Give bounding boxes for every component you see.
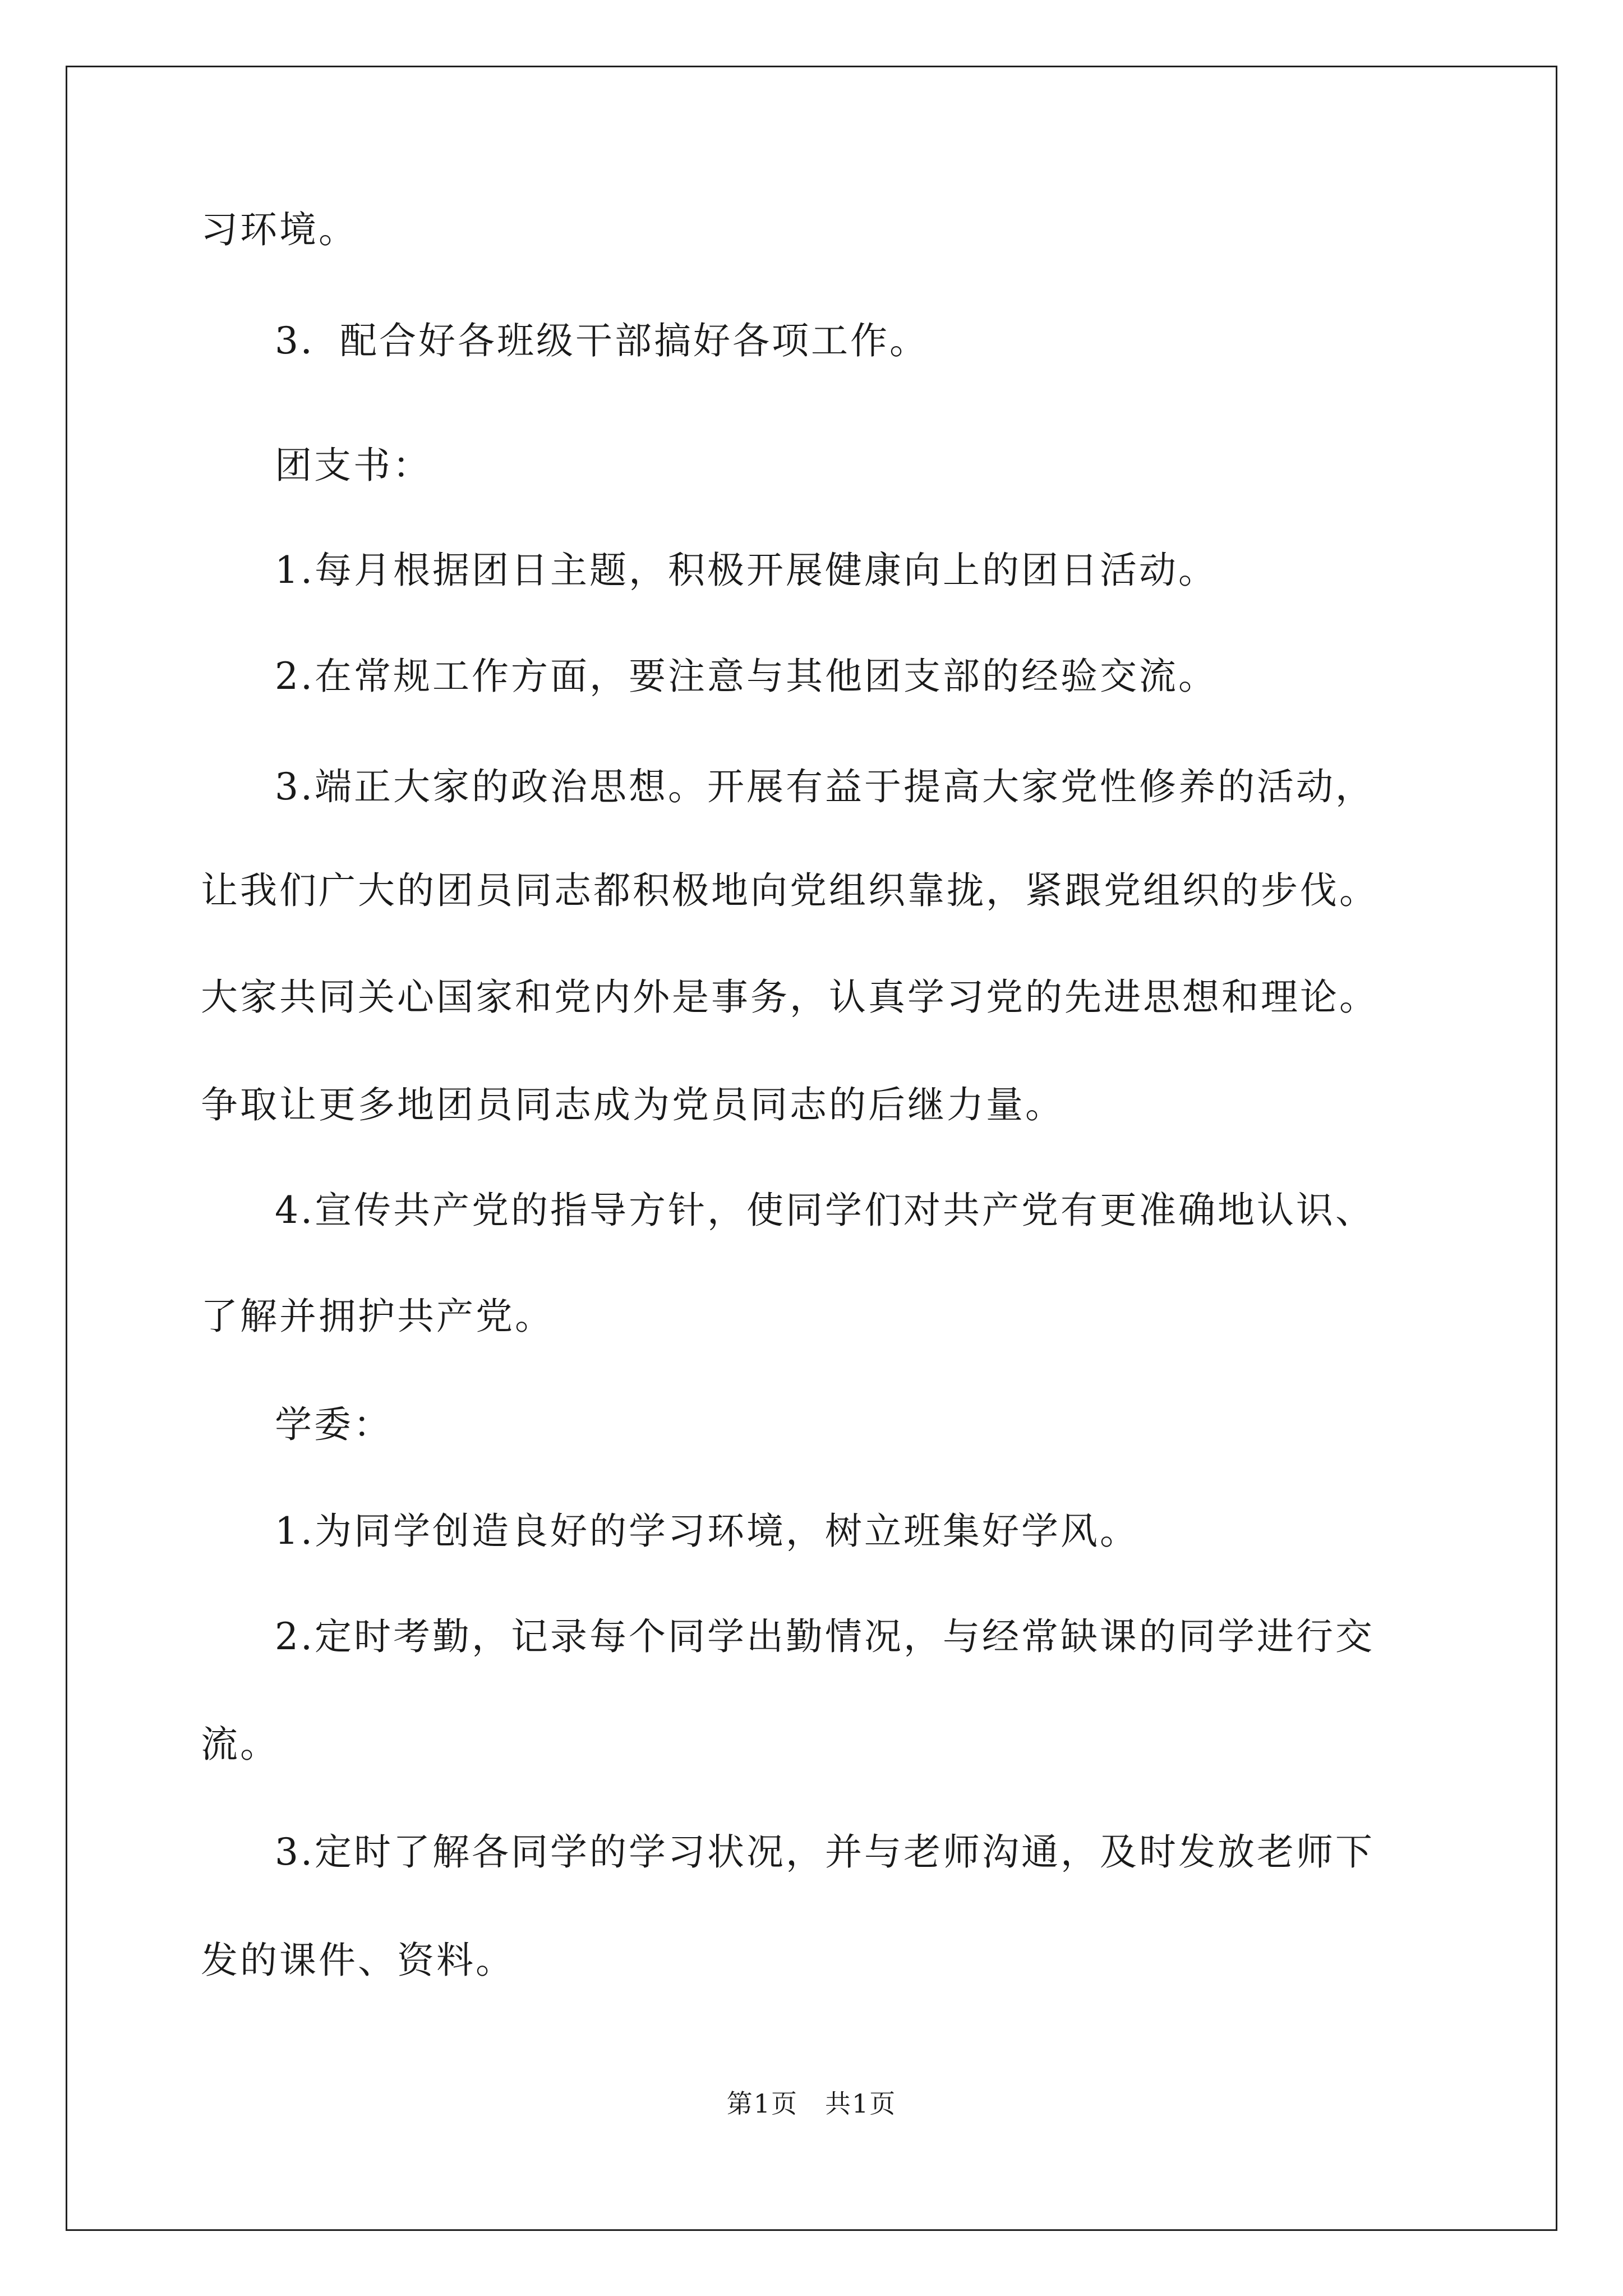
text-line-2: 3．配合好各班级干部搞好各项工作。 bbox=[275, 319, 929, 362]
text-line-14: 2.定时考勤，记录每个同学出勤情况，与经常缺课的同学进行交 bbox=[275, 1615, 1375, 1658]
text-line-6: 3.端正大家的政治思想。开展有益于提高大家党性修养的活动， bbox=[275, 765, 1375, 808]
section-heading-tuanzhishu: 团支书： bbox=[275, 444, 432, 487]
text-line-15: 流。 bbox=[201, 1723, 279, 1766]
text-line-8: 大家共同关心国家和党内外是事务，认真学习党的先进思想和理论。 bbox=[201, 976, 1378, 1019]
text-line-5: 2.在常规工作方面，要注意与其他团支部的经验交流。 bbox=[275, 655, 1218, 698]
text-line-7: 让我们广大的团员同志都积极地向党组织靠拢，紧跟党组织的步伐。 bbox=[201, 869, 1378, 912]
text-line-10: 4.宣传共产党的指导方针，使同学们对共产党有更准确地认识、 bbox=[275, 1189, 1375, 1232]
page-number-footer: 第1页 共1页 bbox=[726, 2088, 897, 2119]
text-line-13: 1.为同学创造良好的学习环境，树立班集好学风。 bbox=[275, 1510, 1139, 1553]
text-line-11: 了解并拥护共产党。 bbox=[201, 1295, 554, 1338]
text-line-1: 习环境。 bbox=[201, 208, 358, 251]
text-line-9: 争取让更多地团员同志成为党员同志的后继力量。 bbox=[201, 1083, 1064, 1126]
text-line-17: 发的课件、资料。 bbox=[201, 1939, 515, 1982]
section-heading-xuewei: 学委： bbox=[275, 1403, 393, 1446]
text-line-16: 3.定时了解各同学的学习状况，并与老师沟通，及时发放老师下 bbox=[275, 1830, 1375, 1874]
text-line-4: 1.每月根据团日主题，积极开展健康向上的团日活动。 bbox=[275, 549, 1218, 592]
page-border bbox=[66, 66, 1557, 2231]
